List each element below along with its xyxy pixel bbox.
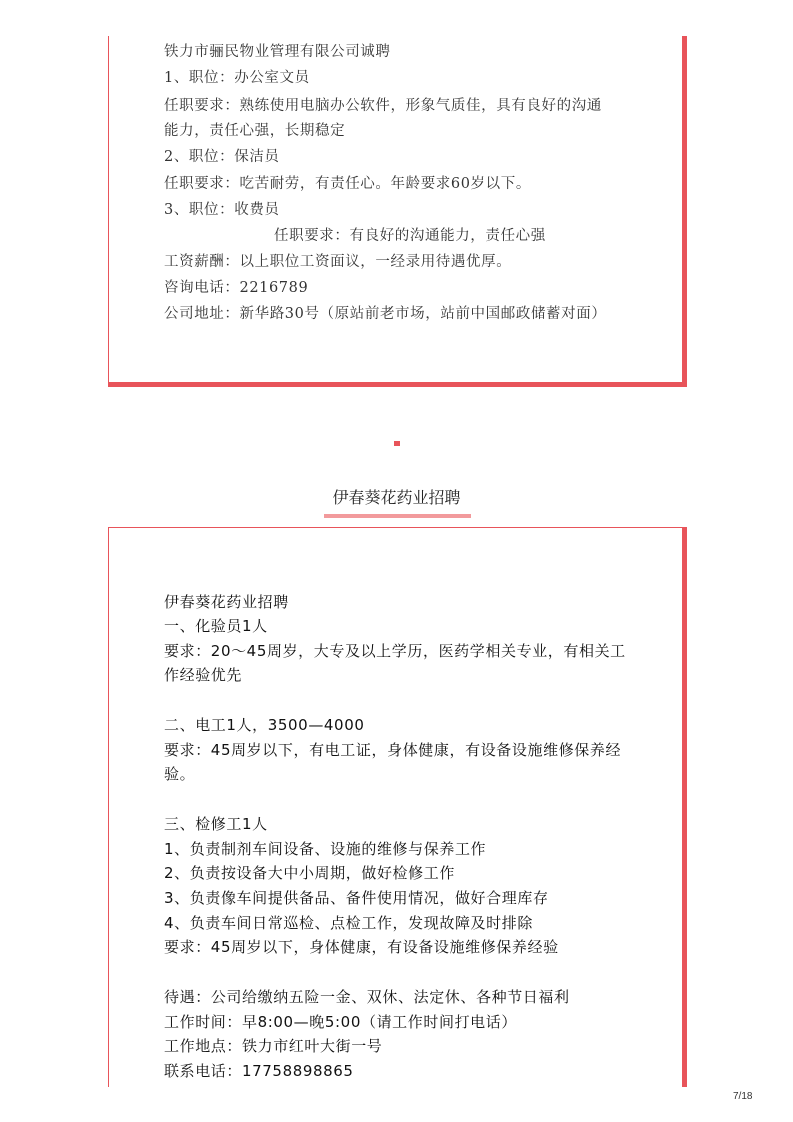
contact-phone-line: 联系电话：17758898865 bbox=[164, 1062, 354, 1080]
duty-line: 1、负责制剂车间设备、设施的维修与保养工作 bbox=[164, 840, 487, 858]
salary-line: 工资薪酬：以上职位工资面议，一经录用待遇优厚。 bbox=[164, 254, 512, 270]
requirement-line: 要求：45周岁以下，身体健康，有设备设施维修保养经验 bbox=[164, 938, 559, 956]
work-hours-line: 工作时间：早8:00—晚5:00（请工作时间打电话） bbox=[164, 1013, 517, 1031]
box-bottom-border bbox=[109, 382, 687, 387]
company-heading: 铁力市骊民物业管理有限公司诚聘 bbox=[164, 44, 391, 60]
company-heading: 伊春葵花药业招聘 bbox=[164, 593, 289, 611]
requirement-line: 作经验优先 bbox=[164, 666, 243, 684]
duty-line: 4、负责车间日常巡检、点检工作，发现故障及时排除 bbox=[164, 914, 533, 932]
phone-line: 咨询电话：2216789 bbox=[164, 280, 309, 296]
section-dot bbox=[394, 441, 400, 446]
box-right-border bbox=[682, 528, 687, 1087]
job-title-office-clerk: 1、职位：办公室文员 bbox=[164, 70, 310, 86]
requirement-line: 验。 bbox=[164, 765, 196, 783]
address-line: 公司地址：新华路30号（原站前老市场，站前中国邮政储蓄对面） bbox=[164, 306, 607, 322]
requirement-line: 任职要求：熟练使用电脑办公软件，形象气质佳，具有良好的沟通 bbox=[164, 98, 602, 114]
job-title-maintenance-worker: 三、检修工1人 bbox=[164, 815, 268, 833]
section-title: 伊春葵花药业招聘 bbox=[332, 488, 461, 507]
job-title-electrician: 二、电工1人，3500—4000 bbox=[164, 716, 365, 734]
box-right-border bbox=[682, 36, 687, 387]
requirement-line: 要求：45周岁以下，有电工证，身体健康，有设备设施维修保养经 bbox=[164, 741, 622, 759]
work-location-line: 工作地点：铁力市红叶大街一号 bbox=[164, 1037, 383, 1055]
requirement-line: 能力，责任心强，长期稳定 bbox=[164, 123, 346, 139]
job-title-toll-collector: 3、职位：收费员 bbox=[164, 202, 280, 218]
requirement-line: 任职要求：吃苦耐劳，有责任心。年龄要求60岁以下。 bbox=[164, 176, 531, 192]
job-title-lab-technician: 一、化验员1人 bbox=[164, 617, 268, 635]
job-title-cleaner: 2、职位：保洁员 bbox=[164, 149, 280, 165]
page-number: 7/18 bbox=[733, 1091, 753, 1102]
requirement-line: 要求：20～45周岁，大专及以上学历，医药学相关专业，有相关工 bbox=[164, 642, 626, 660]
section-title-underline bbox=[324, 514, 471, 518]
benefits-line: 待遇：公司给缴纳五险一金、双休、法定休、各种节日福利 bbox=[164, 988, 570, 1006]
duty-line: 3、负责像车间提供备品、备件使用情况，做好合理库存 bbox=[164, 889, 549, 907]
requirement-line: 任职要求：有良好的沟通能力，责任心强 bbox=[274, 228, 546, 244]
duty-line: 2、负责按设备大中小周期，做好检修工作 bbox=[164, 864, 455, 882]
